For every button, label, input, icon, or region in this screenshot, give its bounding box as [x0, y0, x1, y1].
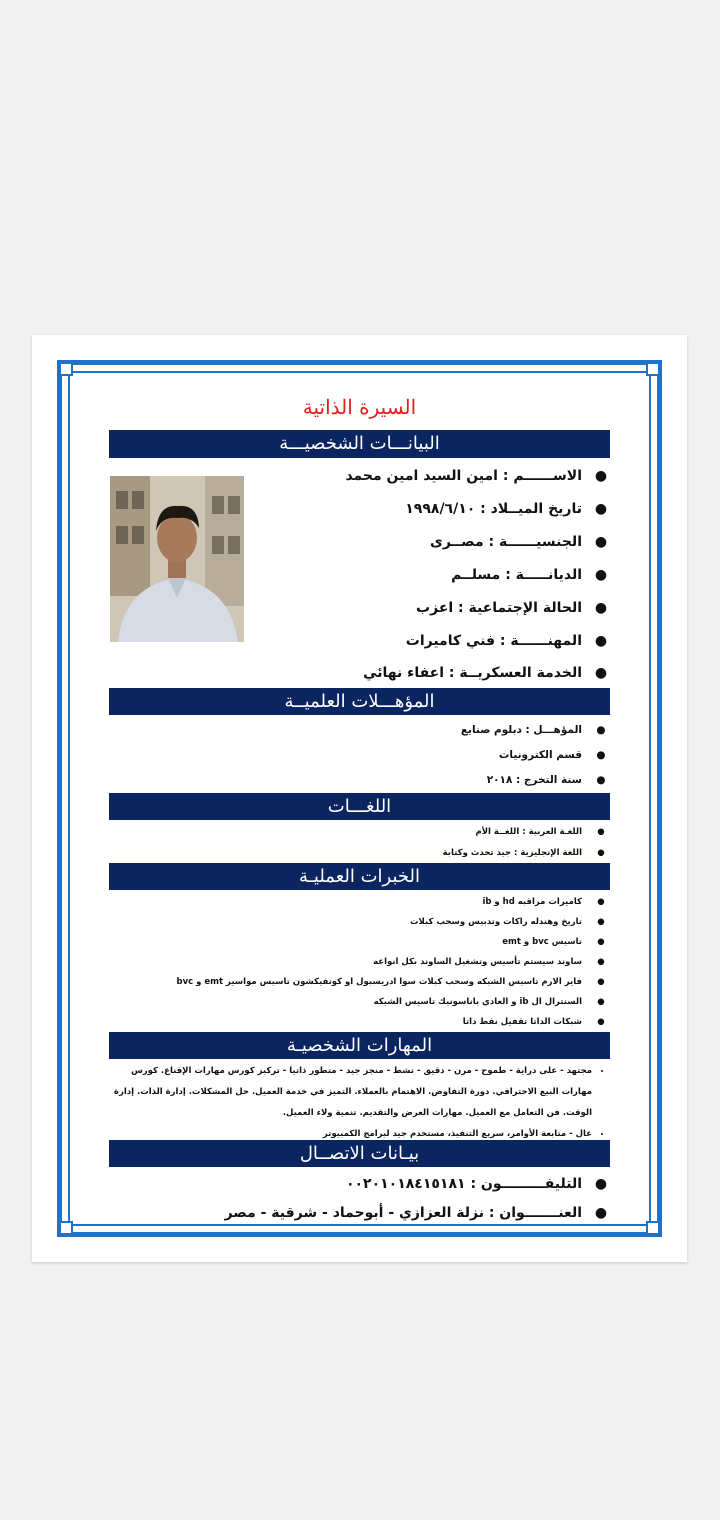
bullet-icon: ●	[597, 977, 605, 987]
corner-ornament	[646, 1221, 660, 1235]
corner-ornament	[59, 362, 73, 376]
section-languages: اللغـــات	[109, 793, 610, 820]
bullet-icon: ●	[597, 897, 605, 907]
section-personal: البيانـــات الشخصيـــة	[109, 430, 610, 458]
bullet-icon: ●	[597, 917, 605, 927]
experience-item: ●ساوند سيستم تأسيس وتشغيل الساوند بكل انواعه	[373, 957, 610, 967]
experience-item: ●تاريخ وهندله راكات وتدبيس وسحب كبلات	[410, 917, 610, 927]
experience-item: ●كاميرات مراقبه hd و ib	[482, 897, 610, 907]
skills-list	[105, 1061, 610, 1145]
bullet-icon: ●	[597, 957, 605, 967]
cv-page	[32, 335, 687, 1262]
bullet-icon: ●	[594, 633, 608, 649]
language-item: ●اللغة الإنجليزية : جيد تحدث وكتابة	[443, 848, 610, 858]
corner-ornament	[646, 362, 660, 376]
personal-item-birthdate: ●تاريخ الميــلاد : ١٩٩٨/٦/١٠	[405, 501, 610, 517]
bullet-icon: ●	[594, 468, 608, 484]
section-skills: المهارات الشخصيـة	[109, 1032, 610, 1059]
skill-item: • مجتهد - على دراية - طموح - مرن - دقيق - نشط - منجز جيد - متطور ذاتيا - تركيز كورس مهارات الإقناع. كورس مهارات البيع الاحترافي. دورة التفاوض. الاهتمام بالعملاء. التميز في خدمة العميل. حل المشكلات. إدارة الذات. إدارة الوقت. فن التعامل مع العميل. مهارات العرض والتقديم. تنمية ولاء العميل.	[105, 1061, 592, 1124]
contact-item-address: ●العنـــــــوان : نزلة العزازي - أبوحماد - شرقية - مصر	[225, 1205, 610, 1221]
bullet-icon: ●	[597, 827, 605, 837]
bullet-icon: ●	[596, 774, 606, 786]
cv-title: السيرة الذاتية	[302, 395, 417, 419]
section-contact: بيـانات الاتصــال	[109, 1140, 610, 1167]
personal-item-marital: ●الحالة الإجتماعية : اعزب	[416, 600, 610, 616]
bullet-icon: ●	[594, 534, 608, 550]
language-item: ●اللغـة العربية : اللغــة الأم	[476, 827, 611, 837]
experience-item: ●فاير الارم تاسيس الشبكه وسحب كبلات سوا ادريسبول او كونفيكشون تاسيس مواسير emt و bvc	[177, 977, 610, 987]
qualification-item: ●سنة التخرج : ٢٠١٨	[487, 774, 610, 786]
personal-item-nationality: ●الجنسيــــــة : مصــرى	[430, 534, 610, 550]
qualification-item: ●قسم الكترونيات	[499, 749, 610, 761]
personal-item-religion: ●الديانـــــة : مسلــم	[451, 567, 610, 583]
bullet-icon: ●	[596, 724, 606, 736]
personal-item-name: ●الاســــــم : امين السيد امين محمد	[345, 468, 610, 484]
section-qualifications: المؤهـــلات العلميــة	[109, 688, 610, 715]
bullet-icon: ●	[594, 501, 608, 517]
contact-item-phone: ●التليفـــــــــون : ٠٠٢٠١٠١٨٤١٥١٨١	[346, 1176, 610, 1192]
experience-item: ●شبكات الداتا تقفيل نقط داتا	[463, 1017, 610, 1027]
profile-photo	[110, 476, 244, 642]
bullet-icon: ●	[597, 997, 605, 1007]
bullet-icon: ●	[594, 567, 608, 583]
bullet-icon: ●	[594, 1176, 608, 1192]
bullet-icon: ●	[597, 937, 605, 947]
experience-item: ●السنترال ال ib و العادي باناسونيك تاسيس الشبكه	[374, 997, 610, 1007]
section-experience: الخبرات العمليـة	[109, 863, 610, 890]
personal-item-profession: ●المهنــــــة : فني كاميرات	[406, 633, 610, 649]
bullet-icon: ●	[597, 1017, 605, 1027]
experience-item: ●تاسيس bvc و emt	[502, 937, 610, 947]
bullet-icon: ●	[594, 665, 608, 681]
personal-item-military: ●الخدمة العسكريــة : اعفاء نهائي	[363, 665, 610, 681]
bullet-icon: ●	[597, 848, 605, 858]
bullet-icon: ●	[596, 749, 606, 761]
corner-ornament	[59, 1221, 73, 1235]
bullet-icon: ●	[594, 600, 608, 616]
qualification-item: ●المؤهـــل : دبلوم صنايع	[461, 724, 610, 736]
skill-item: • عال - متابعة الأوامر، سريع التنفيذ، مستخدم جيد لبرامج الكمبيوتر	[105, 1124, 592, 1145]
bullet-icon: ●	[594, 1205, 608, 1221]
